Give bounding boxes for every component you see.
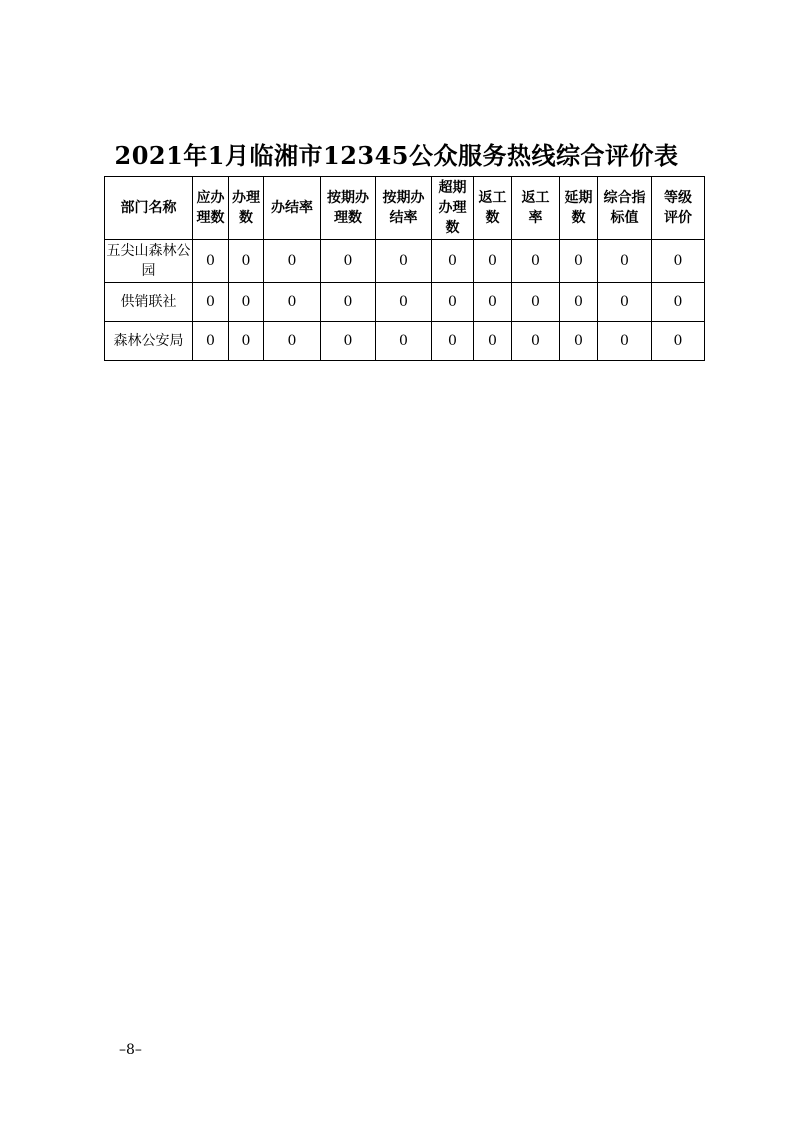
value-cell: 0	[193, 322, 229, 361]
value-cell: 0	[652, 240, 705, 283]
value-cell: 0	[512, 283, 560, 322]
value-cell: 0	[598, 322, 652, 361]
value-cell: 0	[376, 322, 432, 361]
header-rework-count: 返工数	[474, 177, 512, 240]
value-cell: 0	[598, 240, 652, 283]
value-cell: 0	[474, 322, 512, 361]
header-should-handle: 应办理数	[193, 177, 229, 240]
value-cell: 0	[652, 283, 705, 322]
value-cell: 0	[598, 283, 652, 322]
value-cell: 0	[321, 322, 376, 361]
value-cell: 0	[560, 283, 598, 322]
value-cell: 0	[321, 283, 376, 322]
value-cell: 0	[229, 283, 264, 322]
dept-name-cell: 森林公安局	[105, 322, 193, 361]
value-cell: 0	[193, 283, 229, 322]
value-cell: 0	[560, 240, 598, 283]
header-dept-name: 部门名称	[105, 177, 193, 240]
header-composite-index: 综合指标值	[598, 177, 652, 240]
header-handled: 办理数	[229, 177, 264, 240]
header-on-time-handled: 按期办理数	[321, 177, 376, 240]
value-cell: 0	[229, 322, 264, 361]
table-header-row	[105, 177, 705, 240]
value-cell: 0	[264, 283, 321, 322]
value-cell: 0	[474, 283, 512, 322]
value-cell: 0	[321, 240, 376, 283]
value-cell: 0	[376, 240, 432, 283]
value-cell: 0	[432, 322, 474, 361]
value-cell: 0	[512, 240, 560, 283]
evaluation-table	[104, 176, 705, 361]
value-cell: 0	[264, 240, 321, 283]
header-rework-rate: 返工率	[512, 177, 560, 240]
value-cell: 0	[474, 240, 512, 283]
header-completion-rate: 办结率	[264, 177, 321, 240]
value-cell: 0	[432, 283, 474, 322]
header-grade: 等级评价	[652, 177, 705, 240]
table-row	[105, 240, 705, 283]
value-cell: 0	[264, 322, 321, 361]
value-cell: 0	[652, 322, 705, 361]
page-title: 2021年1月临湘市12345公众服务热线综合评价表	[114, 141, 679, 170]
header-extension-count: 延期数	[560, 177, 598, 240]
value-cell: 0	[376, 283, 432, 322]
value-cell: 0	[560, 322, 598, 361]
table-row	[105, 322, 705, 361]
value-cell: 0	[229, 240, 264, 283]
header-on-time-rate: 按期办结率	[376, 177, 432, 240]
value-cell: 0	[432, 240, 474, 283]
value-cell: 0	[512, 322, 560, 361]
dept-name-cell: 五尖山森林公园	[105, 240, 193, 283]
value-cell: 0	[193, 240, 229, 283]
header-overdue-handled: 超期办理数	[432, 177, 474, 240]
table-row	[105, 283, 705, 322]
dept-name-cell: 供销联社	[105, 283, 193, 322]
page-number: –8–	[119, 1042, 142, 1058]
